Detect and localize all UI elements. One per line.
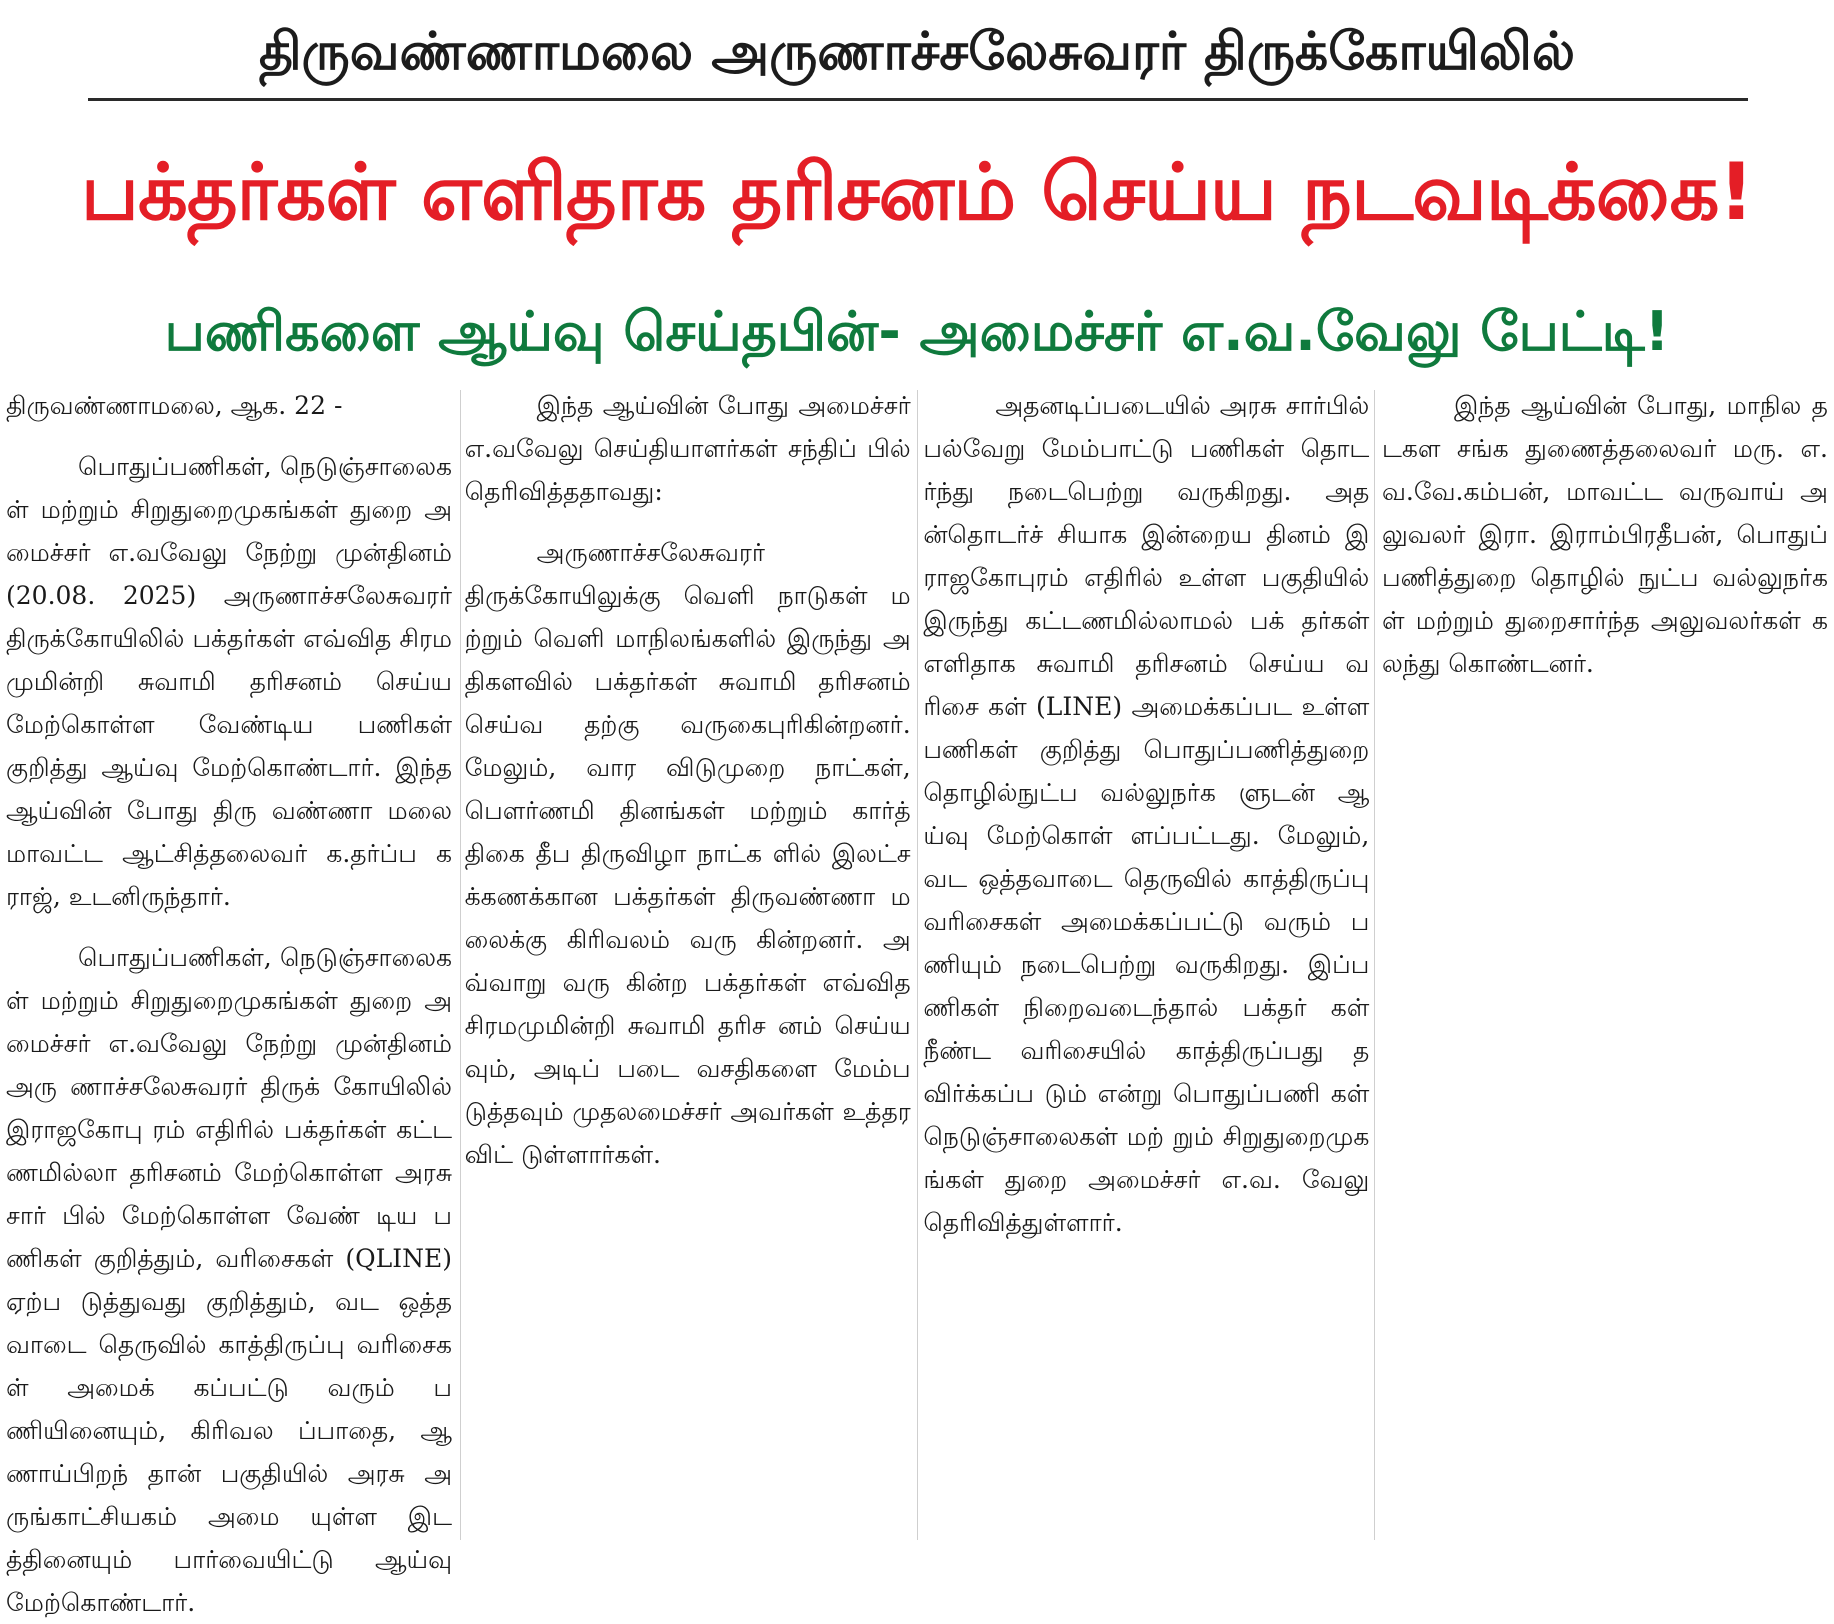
kicker-rule [88, 98, 1748, 101]
article-column-4 [1382, 384, 1828, 1550]
article-column-1 [6, 384, 452, 1617]
article-paragraph: பொதுப்பணிகள், நெடுஞ்சாலைகள் மற்றும் சிறுதுறைமுகங்கள் துறை அமைச்சர் எ.வவேலு நேற்று முன்தினம் (20.08. 2025) அருணாச்சலேசுவரர் திருக்கோயிலில் பக்தர்கள் எவ்வித சிரமமுமின்றி சுவாமி தரிசனம் செய்ய மேற்கொள்ள வேண்டிய பணிகள் குறித்து ஆய்வு மேற்கொண்டார். இந்த ஆய்வின் போது திரு வண்ணா மலை மாவட்ட ஆட்சித்தலைவர் க.தர்ப்ப கராஜ், உடனிருந்தார். [6, 452, 452, 911]
article-paragraph: இந்த ஆய்வின் போது அமைச்சர் எ.வவேலு செய்தியாளர்கள் சந்திப் பில் தெரிவித்ததாவது: [464, 391, 911, 506]
kicker-heading: திருவண்ணாமலை அருணாச்சலேசுவரர் திருக்கோயிலில் [258, 22, 1576, 82]
article-columns [6, 384, 1828, 1617]
article-paragraph: இந்த ஆய்வின் போது, மாநில தடகள சங்க துணைத்தலைவர் மரு. எ. வ.வே.கம்பன், மாவட்ட வருவாய் அலுவலர் இரா. இராம்பிரதீபன், பொதுப் பணித்துறை தொழில் நுட்ப வல்லுநர்கள் மற்றும் துறைசார்ந்த அலுவலர்கள் கலந்து கொண்டனர். [1381, 391, 1828, 678]
article-column-2 [465, 384, 911, 1550]
article-paragraph: பொதுப்பணிகள், நெடுஞ்சாலைகள் மற்றும் சிறுதுறைமுகங்கள் துறை அமைச்சர் எ.வவேலு நேற்று முன்தினம் அரு ணாச்சலேசுவரர் திருக் கோயிலில் இராஜகோபு ரம் எதிரில் பக்தர்கள் கட்டணமில்லா தரிசனம் மேற்கொள்ள அரசு சார் பில் மேற்கொள்ள வேண் டிய பணிகள் குறித்தும், வரிசைகள் (QLINE) ஏற்ப டுத்துவது குறித்தும், வட ஒத்தவாடை தெருவில் காத்திருப்பு வரிசைகள் அமைக் கப்பட்டு வரும் பணியினையும், கிரிவல ப்பாதை, ஆணாய்பிறந் தான் பகுதியில் அரசு அருங்காட்சியகம் அமை யுள்ள இடத்தினையும் பார்வையிட்டு ஆய்வு மேற்கொண்டார். [6, 943, 452, 1617]
article-column-3 [923, 384, 1369, 1550]
article-paragraph: அருணாச்சலேசுவரர் திருக்கோயிலுக்கு வெளி நாடுகள் மற்றும் வெளி மாநிலங்களில் இருந்து அதிகளவில் பக்தர்கள் சுவாமி தரிசனம் செய்வ தற்கு வருகைபுரிகின்றனர். மேலும், வார விடுமுறை நாட்கள், பௌர்ணமி தினங்கள் மற்றும் கார்த் திகை தீப திருவிழா நாட்க ளில் இலட்சக்கணக்கான பக்தர்கள் திருவண்ணா மலைக்கு கிரிவலம் வரு கின்றனர். அவ்வாறு வரு கின்ற பக்தர்கள் எவ்வித சிரமமுமின்றி சுவாமி தரிச னம் செய்யவும், அடிப் படை வசதிகளை மேம்ப டுத்தவும் முதலமைச்சர் அவர்கள் உத்தரவிட் டுள்ளார்கள். [464, 538, 911, 1169]
article-dateline: திருவண்ணாமலை, ஆக. 22 - [6, 391, 343, 420]
sub-headline: பணிகளை ஆய்வு செய்தபின்- அமைச்சர் எ.வ.வேலு பேட்டி! [164, 300, 1670, 363]
main-headline: பக்தர்கள் எளிதாக தரிசனம் செய்ய நடவடிக்கை! [80, 148, 1754, 238]
article-paragraph: அதனடிப்படையில் அரசு சார்பில் பல்வேறு மேம்பாட்டு பணிகள் தொடர்ந்து நடைபெற்று வருகிறது. அதன்தொடர்ச் சியாக இன்றைய தினம் இராஜகோபுரம் எதிரில் உள்ள பகுதியில் இருந்து கட்டணமில்லாமல் பக் தர்கள் எளிதாக சுவாமி தரிசனம் செய்ய வரிசை கள் (LINE) அமைக்கப்பட உள்ள பணிகள் குறித்து பொதுப்பணித்துறை தொழில்நுட்ப வல்லுநர்க ளுடன் ஆய்வு மேற்கொள் ளப்பட்டது. மேலும், வட ஒத்தவாடை தெருவில் காத்திருப்பு வரிசைகள் அமைக்கப்பட்டு வரும் பணியும் நடைபெற்று வருகிறது. இப்பணிகள் நிறைவடைந்தால் பக்தர் கள் நீண்ட வரிசையில் காத்திருப்பது தவிர்க்கப்ப டும் என்று பொதுப்பணி கள் நெடுஞ்சாலைகள் மற் றும் சிறுதுறைமுகங்கள் துறை அமைச்சர் எ.வ. வேலு தெரிவித்துள்ளார். [923, 391, 1370, 1237]
